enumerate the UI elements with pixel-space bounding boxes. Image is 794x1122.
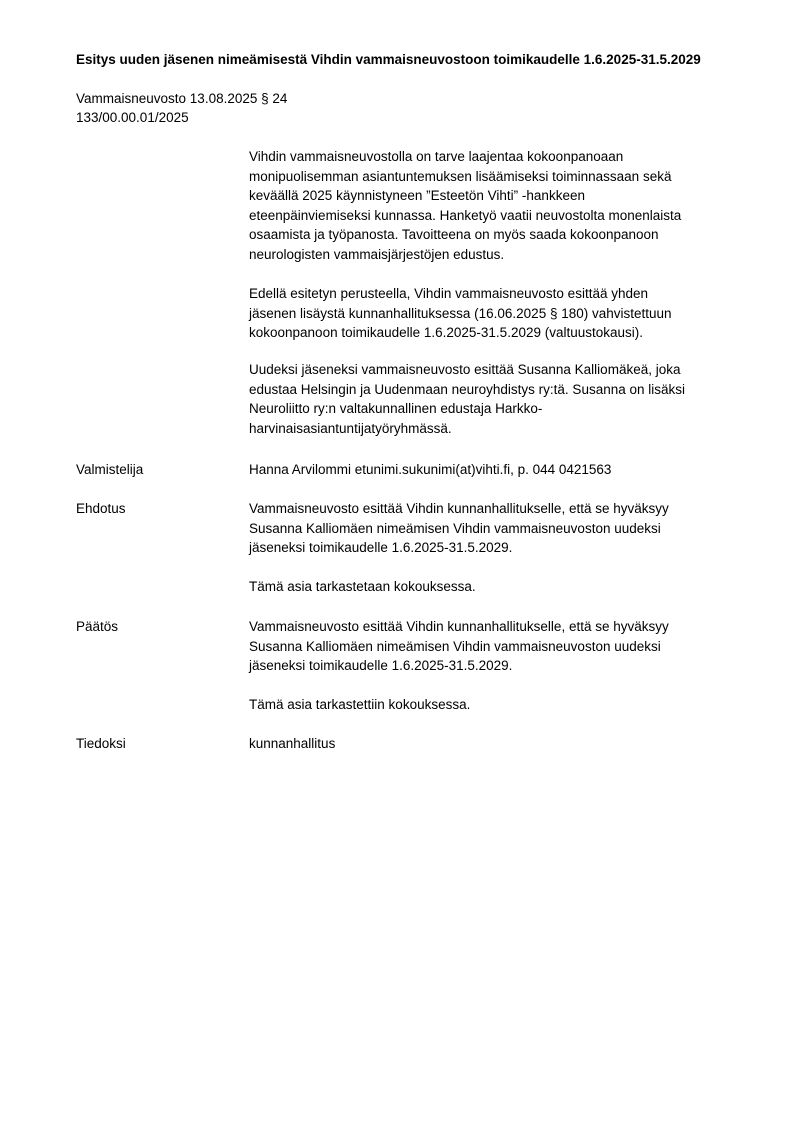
preparer-label: Valmistelija [76,462,144,477]
text-line: jäseneksi toimikaudelle 1.6.2025-31.5.2029. [249,658,513,673]
text-line: keväällä 2025 käynnistyneen ”Esteetön Vihti” -hankkeen [249,188,585,203]
text-line: Uudeksi jäseneksi vammaisneuvosto esittää Susanna Kalliomäkeä, joka [249,362,681,377]
intro-paragraph-3 [249,360,729,438]
text-line: Vammaisneuvosto esittää Vihdin kunnanhallitukselle, että se hyväksyy [249,619,669,634]
decision-text [249,617,729,676]
info-value: kunnanhallitus [249,736,336,751]
preparer-value: Hanna Arvilommi etunimi.sukunimi(at)vihti.fi, p. 044 0421563 [249,462,612,477]
proposal-text [249,499,729,558]
text-line: Susanna Kalliomäen nimeämisen Vihdin vammaisneuvoston uudeksi [249,520,661,536]
text-line: monipuolisemman asiantuntemuksen lisäämiseksi toiminnassaan sekä [249,168,672,184]
proposal-note: Tämä asia tarkastetaan kokouksessa. [249,579,476,594]
text-line: harvinaisasiantuntijatyöryhmässä. [249,420,452,436]
meeting-reference: Vammaisneuvosto 13.08.2025 § 24 [76,91,288,106]
record-id: 133/00.00.01/2025 [76,110,189,125]
decision-label: Päätös [76,619,119,634]
text-line: eteenpäinviemiseksi kunnassa. Hanketyö vaatii neuvostolta monenlaista [249,207,682,223]
text-line: Edellä esitetyn perusteella, Vihdin vammaisneuvosto esittää yhden [249,286,648,301]
intro-paragraph-1 [249,147,729,264]
text-line: Neuroliitto ry:n valtakunnallinen edustaja Harkko- [249,401,543,416]
text-line: neurologisten vammaisjärjestöjen edustus. [249,246,505,262]
proposal-label: Ehdotus [76,501,126,516]
text-line: kokoonpanoon toimikaudelle 1.6.2025-31.5.2029 (valtuustokausi). [249,325,644,340]
text-line: Susanna Kalliomäen nimeämisen Vihdin vammaisneuvoston uudeksi [249,638,661,654]
decision-note: Tämä asia tarkastettiin kokouksessa. [249,697,471,712]
document-title: Esitys uuden jäsenen nimeämisestä Vihdin vammaisneuvostoon toimikaudelle 1.6.2025-31.5.2029 [76,52,701,67]
text-line: Vammaisneuvosto esittää Vihdin kunnanhallitukselle, että se hyväksyy [249,501,669,516]
text-line: osaamista ja työpanosta. Tavoitteena on myös saada kokoonpanoon [249,227,659,242]
text-line: jäsenen lisäystä kunnanhallituksessa (16.06.2025 § 180) vahvistettuun [249,305,672,321]
text-line: edustaa Helsingin ja Uudenmaan neuroyhdistys ry:tä. Susanna on lisäksi [249,381,686,397]
intro-paragraph-2 [249,284,729,343]
info-label: Tiedoksi [76,736,126,751]
text-line: Vihdin vammaisneuvostolla on tarve laajentaa kokoonpanoaan [249,149,624,164]
text-line: jäseneksi toimikaudelle 1.6.2025-31.5.2029. [249,540,513,555]
